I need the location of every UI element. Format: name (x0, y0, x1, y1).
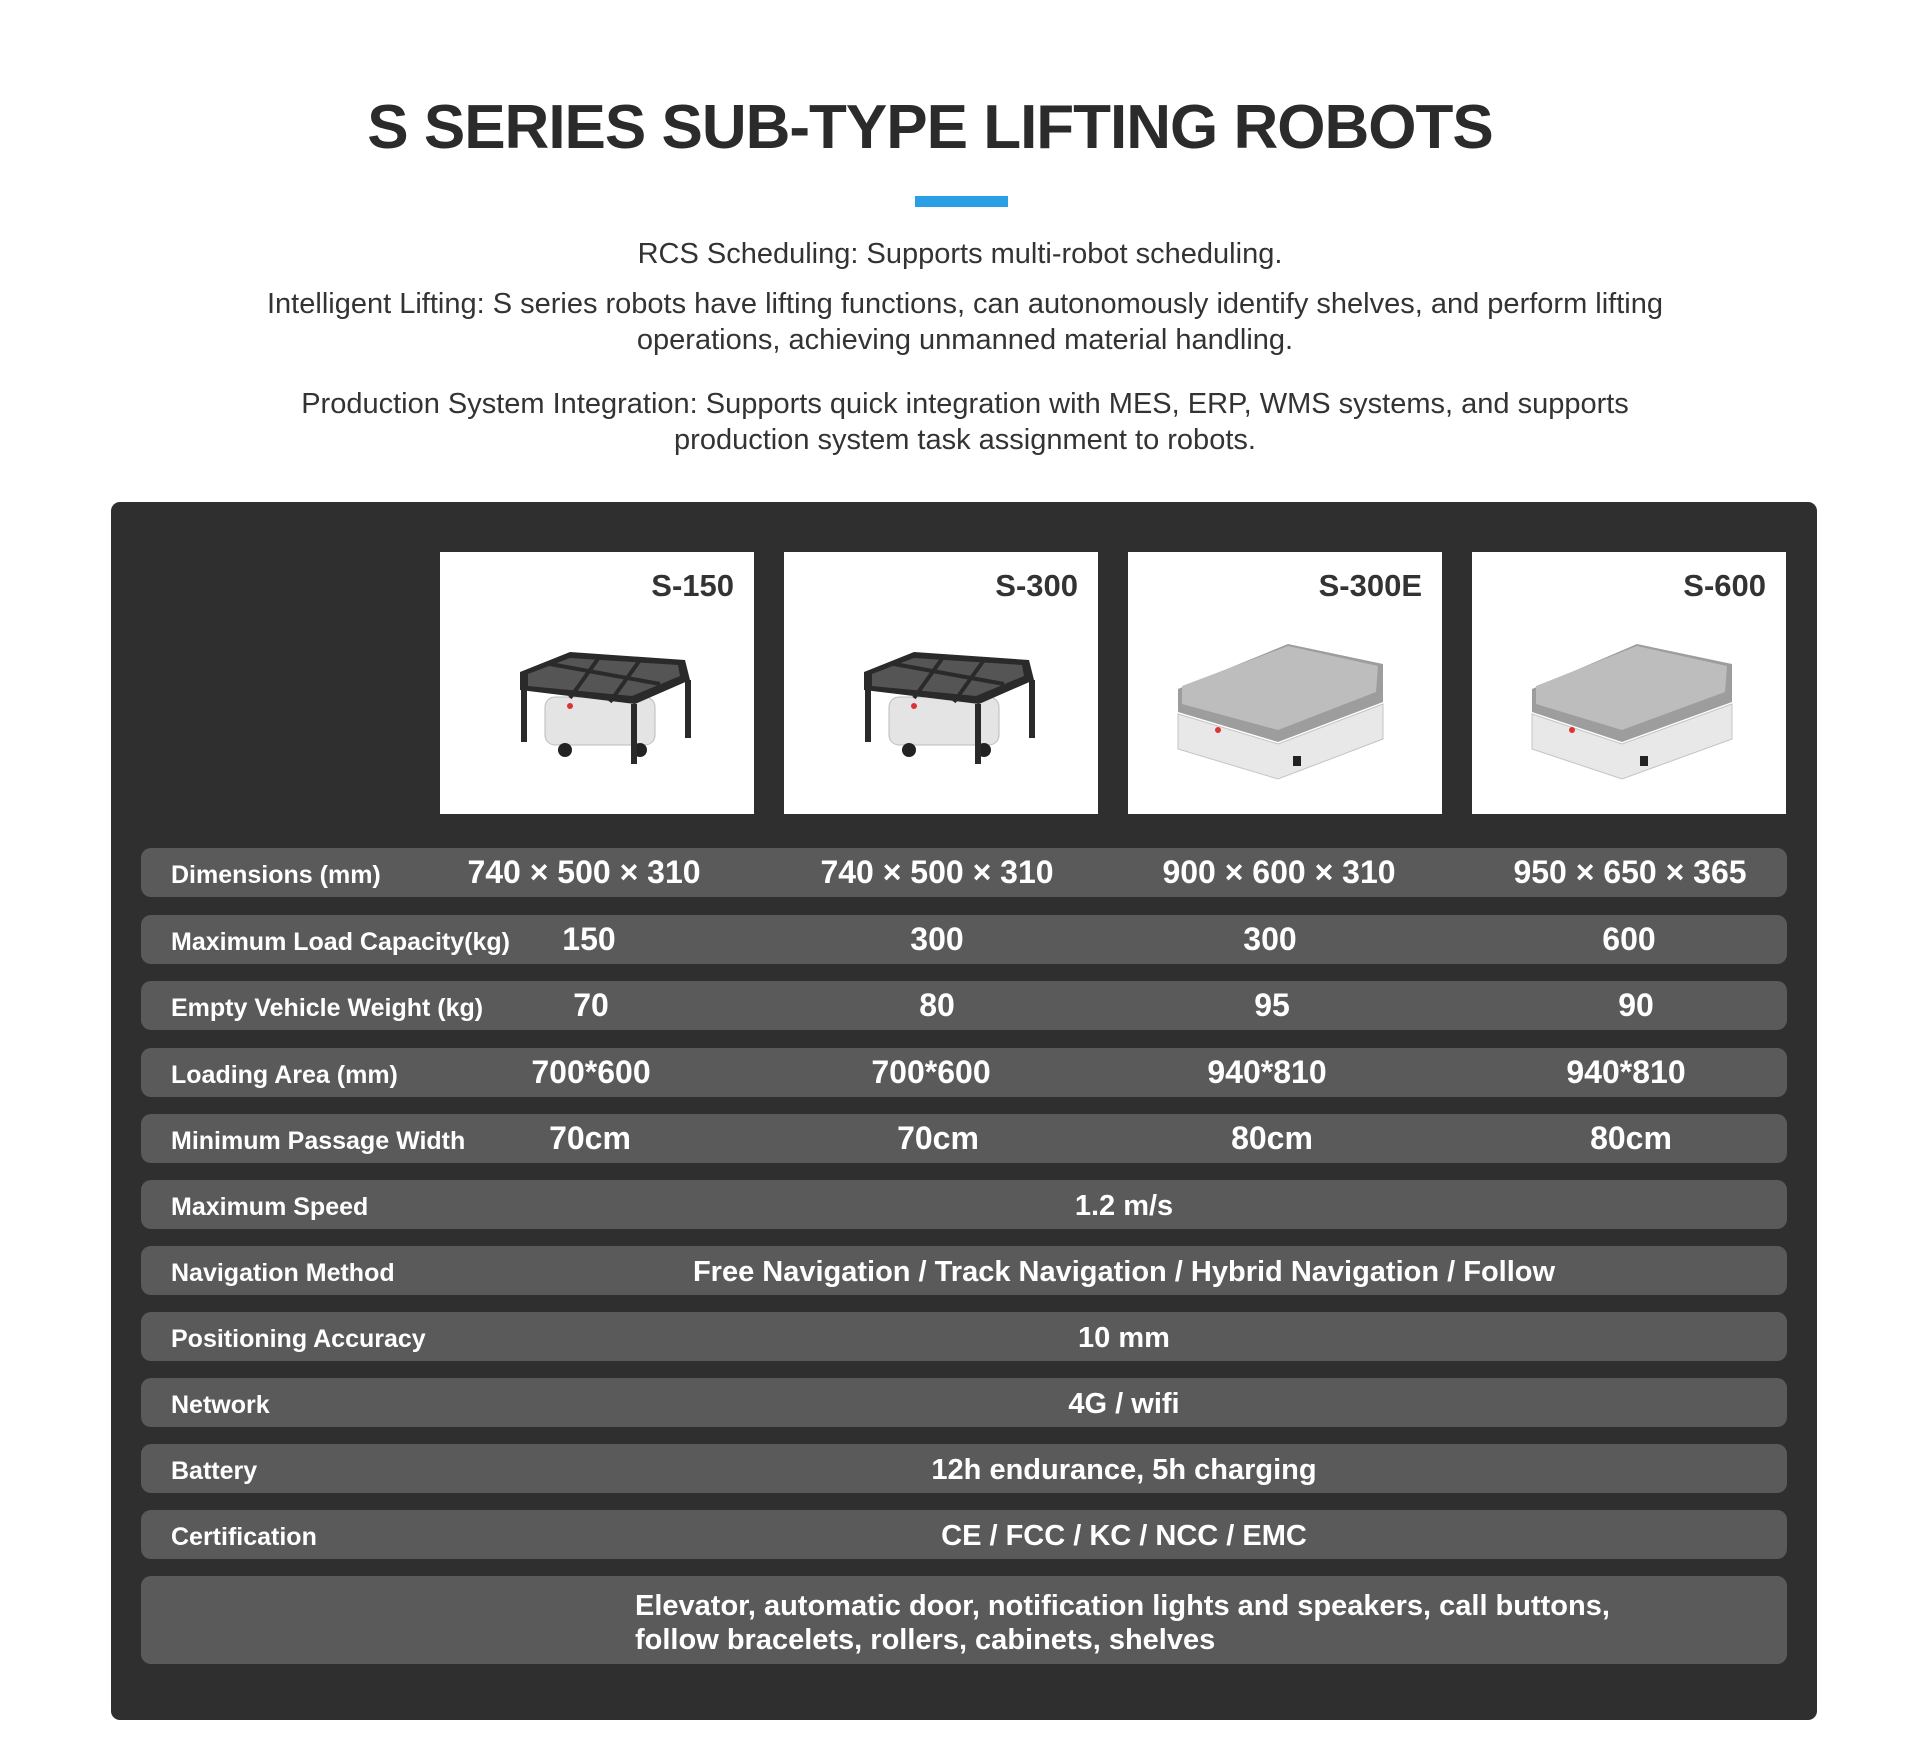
spec-value: 940*810 (1207, 1054, 1327, 1090)
intro-lifting: Intelligent Lifting: S series robots have lifting functions, can autonomously identify shelves, and perform lifting operations, achieving unmanned material handling. (267, 288, 1663, 356)
spec-value: 80cm (1590, 1120, 1672, 1156)
intro-integration: Production System Integration: Supports quick integration with MES, ERP, WMS systems, and supports production system task assignment to robots. (301, 388, 1629, 456)
spec-value: 940*810 (1566, 1054, 1686, 1090)
page-title: S SERIES SUB-TYPE LIFTING ROBOTS (367, 93, 1493, 162)
spec-row-load (141, 915, 1787, 964)
spec-label: Navigation Method (171, 1259, 395, 1287)
spec-label: Network (171, 1391, 270, 1419)
spec-row-weight (141, 981, 1787, 1030)
accessories-line-1: Elevator, automatic door, notification lights and speakers, call buttons, (635, 1590, 1610, 1622)
spec-value: 300 (1243, 921, 1297, 957)
spec-label: Minimum Passage Width (171, 1127, 466, 1155)
spec-row-navigation (141, 1246, 1787, 1295)
spec-value (635, 1589, 1695, 1657)
spec-label: Maximum Speed (171, 1193, 369, 1221)
spec-value: 300 (910, 921, 964, 957)
spec-row-accessories (141, 1576, 1787, 1664)
spec-value: 10 mm (1078, 1322, 1170, 1354)
spec-value: Free Navigation / Track Navigation / Hybrid Navigation / Follow (692, 1256, 1556, 1288)
spec-row-network (141, 1378, 1787, 1427)
spec-value: 70 (573, 987, 609, 1023)
spec-label: Positioning Accuracy (171, 1325, 426, 1353)
spec-value: 80 (919, 987, 955, 1023)
spec-value: 70cm (549, 1120, 631, 1156)
spec-row-dimensions (141, 848, 1787, 897)
spec-value: 70cm (897, 1120, 979, 1156)
model-name: S-300E (1318, 568, 1422, 603)
model-name: S-600 (1683, 568, 1766, 603)
spec-row-area (141, 1048, 1787, 1097)
spec-row-speed (141, 1180, 1787, 1229)
model-card-s300e (1128, 552, 1442, 814)
spec-value: 95 (1254, 987, 1290, 1023)
spec-row-passage (141, 1114, 1787, 1163)
spec-value: 600 (1602, 921, 1656, 957)
spec-value: 1.2 m/s (1074, 1190, 1174, 1222)
spec-value: 4G / wifi (1068, 1388, 1180, 1420)
spec-row-certification (141, 1510, 1787, 1559)
spec-label: Maximum Load Capacity(kg) (171, 928, 510, 956)
spec-value: 80cm (1231, 1120, 1313, 1156)
spec-label: Certification (171, 1523, 317, 1551)
spec-value: 700*600 (871, 1054, 991, 1090)
spec-value: 900 × 600 × 310 (1162, 854, 1396, 890)
spec-label: Dimensions (mm) (171, 861, 381, 889)
model-name: S-300 (995, 568, 1078, 603)
spec-label: Loading Area (mm) (171, 1061, 398, 1089)
spec-label: Battery (171, 1457, 258, 1485)
spec-value: 90 (1618, 987, 1654, 1023)
model-name: S-150 (651, 568, 734, 603)
spec-value: 150 (562, 921, 616, 957)
spec-value: CE / FCC / KC / NCC / EMC (941, 1520, 1307, 1552)
intro-rcs: RCS Scheduling: Supports multi-robot scheduling. (637, 238, 1283, 270)
spec-row-accuracy (141, 1312, 1787, 1361)
title-accent-bar (915, 196, 1008, 207)
model-card-s600 (1472, 552, 1786, 814)
model-card-s300 (784, 552, 1098, 814)
spec-value: 950 × 650 × 365 (1513, 854, 1747, 890)
spec-value: 740 × 500 × 310 (467, 854, 701, 890)
spec-row-battery (141, 1444, 1787, 1493)
spec-value: 740 × 500 × 310 (820, 854, 1054, 890)
model-card-s150 (440, 552, 754, 814)
spec-value: 12h endurance, 5h charging (931, 1454, 1317, 1486)
spec-value: 700*600 (531, 1054, 651, 1090)
spec-panel (111, 502, 1817, 1720)
accessories-line-2: follow bracelets, rollers, cabinets, shelves (635, 1624, 1216, 1656)
spec-label: Empty Vehicle Weight (kg) (171, 994, 484, 1022)
